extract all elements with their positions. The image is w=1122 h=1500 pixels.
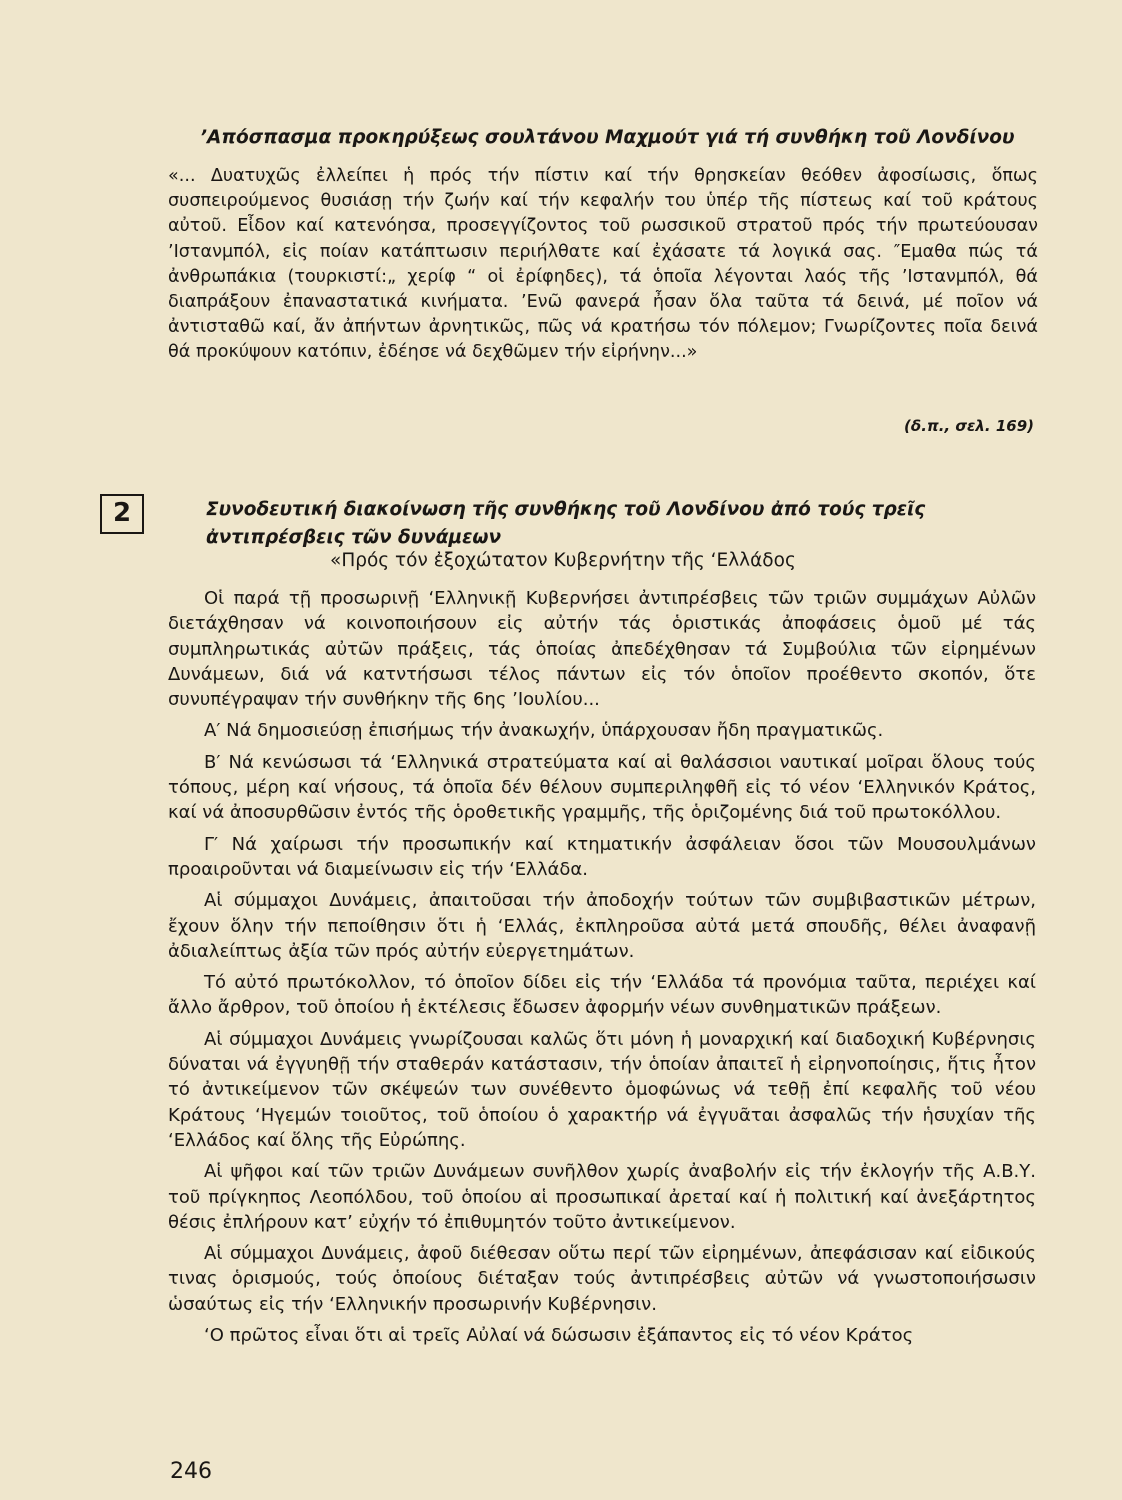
paragraph: Γ′ Νά χαίρωσι τήν προσωπικήν καί κτηματικήν ἀσφάλειαν ὅσοι τῶν Μουσουλμάνων προαιροῦνται νά διαμείνωσιν εἰς τήν ‘Ελλάδα. [168,833,1036,880]
section-number-box: 2 [100,494,144,534]
paragraph: Οἱ παρά τῇ προσωρινῇ ‘Ελληνικῇ Κυβερνήσει ἀντιπρέσβεις τῶν τριῶν συμμάχων Αὐλῶν διετάχθησαν νά κοινοποιήσουν εἰς αὐτήν τάς ὁριστικάς ἀποφάσεις ὁμοῦ μέ τάς συμπληρωτικάς αὐτῶν πράξεις, τάς ὁποίας ἀπεδέχθησαν τά Συμβούλια τῶν εἰρημένων Δυνάμεων, διά νά κατντήσωσι τέλος πάντων εἰς τόν ὁποῖον προέθεντο σκοπόν, ὅτε συνυπέγραψαν τήν συνθήκην τῆς 6ης ’Ιουλίου... [168,588,1036,711]
section-2-body [168,586,1036,1354]
section-1-citation: (δ.π., σελ. 169) [904,417,1034,435]
paragraph: ‘Ο πρῶτος εἶναι ὅτι αἱ τρεῖς Αὐλαί νά δώσωσιν ἐξάπαντος εἰς τό νέον Κράτος [204,1325,914,1347]
section-2-heading: Συνοδευτική διακοίνωση τῆς συνθήκης τοῦ Λονδίνου ἀπό τούς τρεῖς ἀντιπρέσβεις τῶν δυνάμεων [206,499,926,548]
paragraph: Α′ Νά δημοσιεύσῃ ἐπισήμως τήν ἀνακωχήν, ὑπάρχουσαν ἤδη πραγματικῶς. [204,720,884,742]
paragraph: Τό αὐτό πρωτόκολλον, τό ὁποῖον δίδει εἰς τήν ‘Ελλάδα τά προνόμια ταῦτα, περιέχει καί ἄλλο ἄρθρον, τοῦ ὁποίου ἡ ἐκτέλεσις ἔδωσεν ἀφορμήν νέων συνθηματικῶν πράξεων. [168,972,1036,1019]
paragraph: Β′ Νά κενώσωσι τά ‘Ελληνικά στρατεύματα καί αἱ θαλάσσιοι ναυτικαί μοῖραι ὅλους τούς τόπους, μέρη καί νήσους, τά ὁποῖα δέν θέλουν συμπεριληφθῆ εἰς τό νέον ‘Ελληνικόν Κράτος, καί νά ἀποσυρθῶσιν ἐντός τῆς ὁροθετικῆς γραμμῆς, τῆς ὁριζομένης διά τοῦ πρωτοκόλλου. [168,751,1036,824]
paragraph: Αἱ σύμμαχοι Δυνάμεις γνωρίζουσαι καλῶς ὅτι μόνη ἡ μοναρχική καί διαδοχική Κυβέρνησις δύναται νά ἐγγυηθῇ τήν σταθεράν κατάστασιν, τήν ὁποίαν ἀπαιτεῖ ἡ εἰρηνοποίησις, ἥτις ἦτον τό ἀντικείμενον τῶν σκέψεών των συνέθεντο ὁμοφώνως νά τεθῇ ἐπί κεφαλῆς τοῦ νέου Κράτους ‘Ηγεμών τοιοῦτος, τοῦ ὁποίου ὁ χαρακτήρ νά ἐγγυᾶται ἀσφαλῶς τήν ἡσυχίαν τῆς ‘Ελλάδος καί ὅλης τῆς Εὐρώπης. [168,1028,1036,1151]
section-1-quote: «... Δυατυχῶς ἐλλείπει ἡ πρός τήν πίστιν καί τήν θρησκείαν θεόθεν ἀφοσίωσις, ὅπως συσπειρούμενος θυσιάσῃ τήν ζωήν καί τήν κεφαλήν του ὑπέρ τῆς πίστεως καί τοῦ κράτους αὐτοῦ. Εἶδον καί κατενόησα, προσεγγίζοντος τοῦ ρωσσικοῦ στρατοῦ πρός τήν πρωτεύουσαν ’Ιστανμπόλ, εἰς ποίαν κατάπτωσιν περιήλθατε καί ἐχάσατε τά λογικά σας. ″Εμαθα πώς τά ἀνθρωπάκια (τουρκιστί:„ χερίφ “ οἱ ἐρίφηδες), τά ὁποῖα λέγονται λαός τῆς ’Ιστανμπόλ, θά διαπράξουν ἐπαναστατικά κινήματα. ’Ενῶ φανερά ἦσαν ὅλα ταῦτα τά δεινά, μέ ποῖον νά ἀντισταθῶ καί, ἄν ἀπήντων ἀρνητικῶς, πῶς νά κρατήσω τόν πόλεμον; Γνωρίζοντες ποῖα δεινά θά προκύψουν κατόπιν, ἐδέησε νά δεχθῶμεν τήν εἰρήνην...» [168,166,1038,363]
paragraph: Αἱ ψῆφοι καί τῶν τριῶν Δυνάμεων συνῆλθον χωρίς ἀναβολήν εἰς τήν ἐκλογήν τῆς Α.Β.Υ. τοῦ πρίγκηπος Λεοπόλδου, τοῦ ὁποίου αἱ προσωπικαί ἀρεταί καί ἡ πολιτική καί ἀνεξάρτητος θέσις ἐπλήρουν κατ’ εὐχήν τό ἐπιθυμητόν τοῦτο ἀντικείμενον. [168,1161,1036,1233]
paragraph: Αἱ σύμμαχοι Δυνάμεις, ἀπαιτοῦσαι τήν ἀποδοχήν τούτων τῶν συμβιβαστικῶν μέτρων, ἔχουν ὅλην τήν πεποίθησιν ὅτι ἡ ‘Ελλάς, ἐκπληροῦσα αὐτά μετά σπουδῆς, θέλει ἀναφανῇ ἀδιαλείπτως ἀξία τῶν πρός αὐτήν εὐεργετημάτων. [168,890,1036,962]
paragraph: Αἱ σύμμαχοι Δυνάμεις, ἀφοῦ διέθεσαν οὕτω περί τῶν εἰρημένων, ἀπεφάσισαν καί εἰδικούς τινας ὁρισμούς, τούς ὁποίους διέταξαν τούς ἀντιπρέσβεις αὐτῶν νά γνωστοποιήσωσιν ὡσαύτως εἰς τήν ‘Ελληνικήν προσωρινήν Κυβέρνησιν. [168,1243,1036,1315]
letter-salutation: «Πρός τόν ἐξοχώτατον Κυβερνήτην τῆς ‘Ελλάδος [330,550,796,571]
section-1-heading: ’Απόσπασμα προκηρύξεως σουλτάνου Μαχμούτ γιά τή συνθήκη τοῦ Λονδίνου [200,127,1015,148]
page-number: 246 [170,1459,212,1484]
